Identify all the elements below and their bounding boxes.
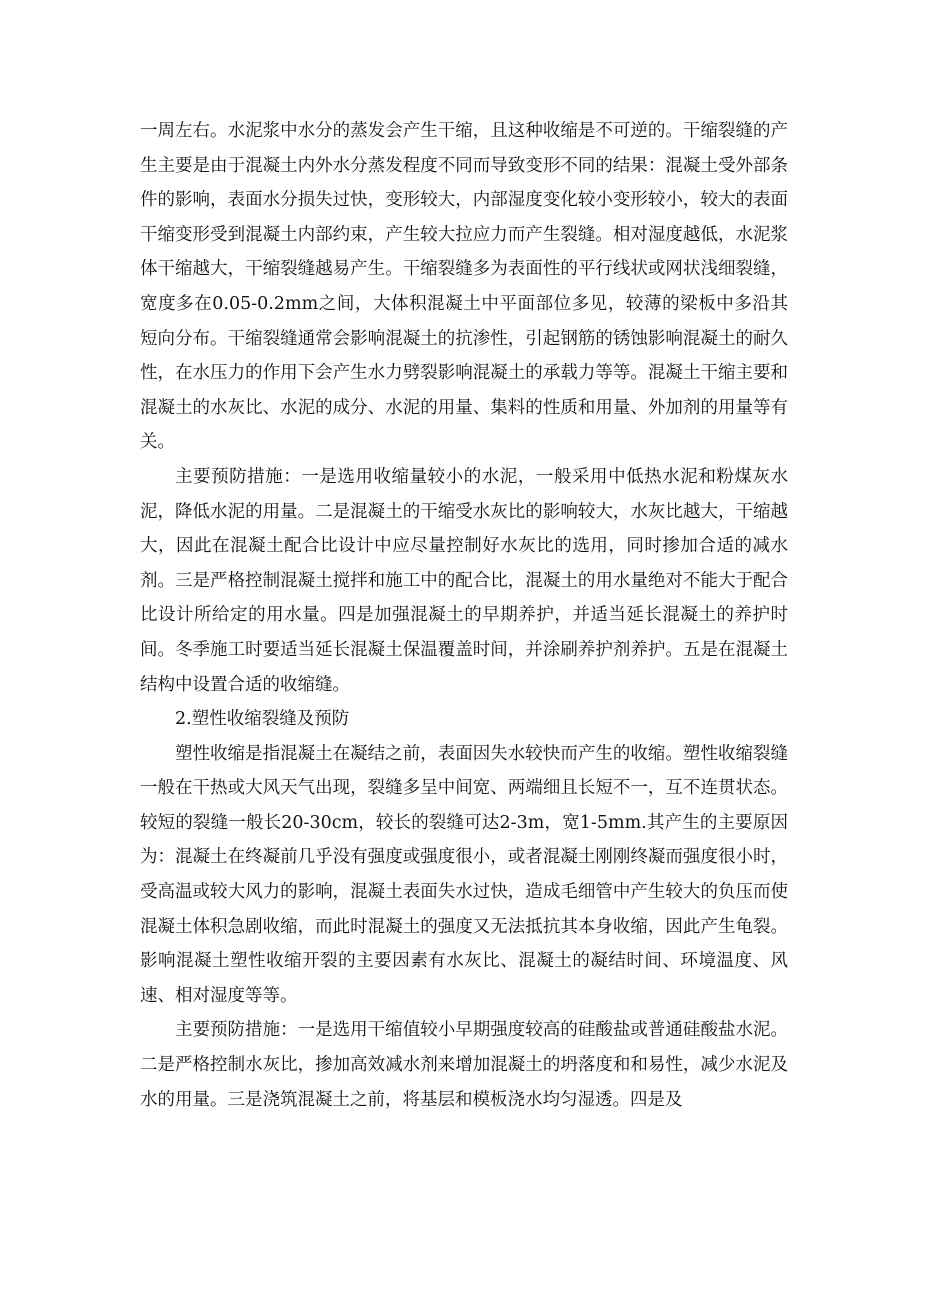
section-heading-plastic-shrinkage: 2.塑性收缩裂缝及预防 — [175, 709, 350, 730]
paragraph-drying-shrinkage-prevention: 主要预防措施：一是选用收缩量较小的水泥，一般采用中低热水泥和粉煤灰水泥，降低水泥的用量。二是混凝土的干缩受水灰比的影响较大，水灰比越大，干缩越大，因此在混凝土配合比设计中应尽量控制好水灰比的选用，同时掺加合适的减水剂。三是严格控制混凝土搅拌和施工中的配合比，混凝土的用水量绝对不能大于配合比设计所给定的用水量。四是加强混凝土的早期养护，并适当延长混凝土的养护时间。冬季施工时要适当延长混凝土保温覆盖时间，并涂刷养护剂养护。五是在混凝土结构中设置合适的收缩缝。 — [140, 466, 788, 695]
paragraph-plastic-shrinkage-prevention: 主要预防措施：一是选用干缩值较小早期强度较高的硅酸盐或普通硅酸盐水泥。二是严格控制水灰比，掺加高效减水剂来增加混凝土的坍落度和和易性，减少水泥及水的用量。三是浇筑混凝土之前，将基层和模板浇水均匀湿透。四是及 — [140, 1020, 788, 1110]
document-body — [140, 114, 788, 1117]
paragraph-continuation: 一周左右。水泥浆中水分的蒸发会产生干缩，且这种收缩是不可逆的。干缩裂缝的产生主要是由于混凝土内外水分蒸发程度不同而导致变形不同的结果：混凝土受外部条件的影响，表面水分损失过快，变形较大，内部湿度变化较小变形较小，较大的表面干缩变形受到混凝土内部约束，产生较大拉应力而产生裂缝。相对湿度越低，水泥浆体干缩越大，干缩裂缝越易产生。干缩裂缝多为表面性的平行线状或网状浅细裂缝，宽度多在0.05-0.2mm之间，大体积混凝土中平面部位多见，较薄的梁板中多沿其短向分布。干缩裂缝通常会影响混凝土的抗渗性，引起钢筋的锈蚀影响混凝土的耐久性，在水压力的作用下会产生水力劈裂影响混凝土的承载力等等。混凝土干缩主要和混凝土的水灰比、水泥的成分、水泥的用量、集料的性质和用量、外加剂的用量等有关。 — [140, 121, 788, 453]
paragraph-plastic-shrinkage: 塑性收缩是指混凝土在凝结之前，表面因失水较快而产生的收缩。塑性收缩裂缝一般在干热或大风天气出现，裂缝多呈中间宽、两端细且长短不一，互不连贯状态。较短的裂缝一般长20-30cm，较长的裂缝可达2-3m，宽1-5mm.其产生的主要原因为：混凝土在终凝前几乎没有强度或强度很小，或者混凝土刚刚终凝而强度很小时，受高温或较大风力的影响，混凝土表面失水过快，造成毛细管中产生较大的负压而使混凝土体积急剧收缩，而此时混凝土的强度又无法抵抗其本身收缩，因此产生龟裂。影响混凝土塑性收缩开裂的主要因素有水灰比、混凝土的凝结时间、环境温度、风速、相对湿度等等。 — [140, 743, 788, 1006]
